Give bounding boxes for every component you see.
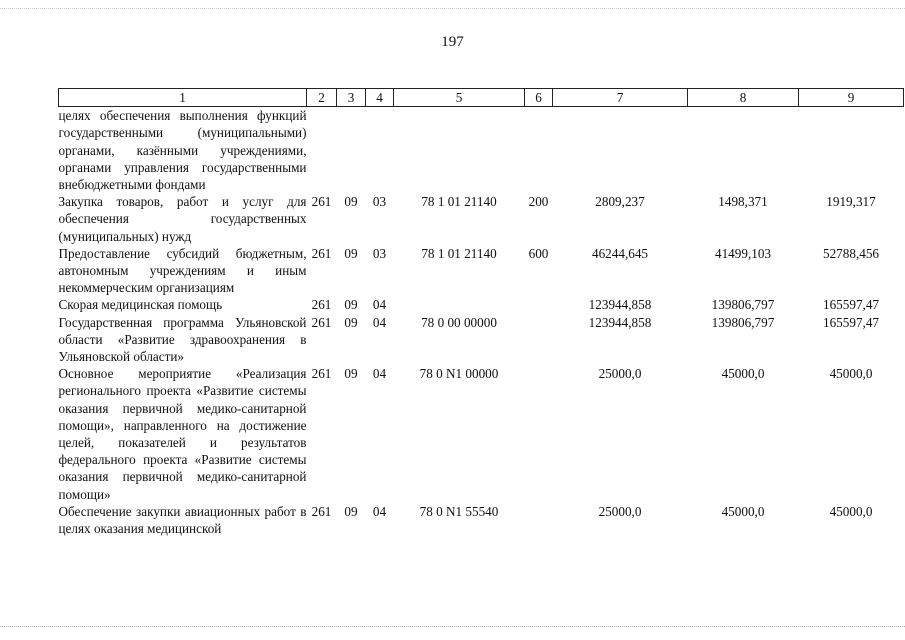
cell-expense-type: 200 bbox=[528, 194, 549, 210]
table-row bbox=[59, 314, 904, 366]
cell-ministry: 261 bbox=[311, 194, 332, 210]
cell-ministry: 261 bbox=[311, 245, 332, 261]
cell-amount-8: 45000,0 bbox=[721, 366, 765, 382]
cell-target-article bbox=[394, 296, 525, 313]
row-description: Основное мероприятие «Реализация регионального проекта «Развитие системы оказания первичной медико-санитарной помощи», направленного на достижение целей, показателей и результатов федерального проекта «Развитие системы оказания первичной медико-санитарной помощи» bbox=[58, 366, 307, 502]
cell-amount-9 bbox=[799, 107, 904, 194]
cell-expense-type bbox=[525, 107, 553, 194]
table-row bbox=[59, 107, 904, 194]
cell-subsection: 03 bbox=[372, 194, 387, 210]
scan-edge-top bbox=[0, 8, 905, 10]
cell-amount-7: 25000,0 bbox=[598, 366, 642, 382]
col-header-9: 9 bbox=[799, 89, 904, 107]
cell-expense-type: 600 bbox=[528, 245, 549, 261]
cell-section: 09 bbox=[344, 503, 358, 519]
cell-amount-7: 123944,858 bbox=[588, 297, 652, 313]
cell-amount-7: 2809,237 bbox=[595, 194, 645, 210]
cell-section: 09 bbox=[344, 366, 358, 382]
row-description: Закупка товаров, работ и услуг для обеспечения государственных (муниципальных) нужд bbox=[58, 194, 307, 244]
cell-amount-9: 165597,47 bbox=[822, 314, 880, 330]
cell-section bbox=[337, 107, 366, 194]
col-header-5: 5 bbox=[394, 89, 525, 107]
row-description: Предоставление субсидий бюджетным, автономным учреждениям и иным некоммерческим организациям bbox=[58, 245, 307, 296]
cell-ministry: 261 bbox=[311, 297, 332, 313]
cell-amount-7: 46244,645 bbox=[591, 245, 649, 261]
cell-expense-type bbox=[525, 365, 553, 503]
cell-ministry: 261 bbox=[311, 314, 332, 330]
table-header bbox=[59, 89, 904, 107]
budget-table bbox=[58, 88, 904, 537]
cell-ministry: 261 bbox=[311, 366, 332, 382]
col-header-4: 4 bbox=[366, 89, 394, 107]
col-header-3: 3 bbox=[337, 89, 366, 107]
table-row bbox=[59, 296, 904, 313]
cell-subsection: 03 bbox=[372, 245, 387, 261]
row-description: Государственная программа Ульяновской области «Развитие здравоохранения в Ульяновской области» bbox=[58, 314, 307, 365]
cell-expense-type bbox=[525, 296, 553, 313]
col-header-1: 1 bbox=[59, 89, 307, 107]
cell-amount-7 bbox=[553, 107, 688, 194]
cell-subsection: 04 bbox=[372, 503, 387, 519]
cell-amount-8: 139806,797 bbox=[711, 297, 775, 313]
cell-expense-type bbox=[525, 503, 553, 537]
cell-subsection bbox=[366, 107, 394, 194]
col-header-6: 6 bbox=[525, 89, 553, 107]
col-header-2: 2 bbox=[307, 89, 337, 107]
header-row bbox=[59, 89, 904, 107]
cell-section: 09 bbox=[344, 245, 358, 261]
table-row bbox=[59, 193, 904, 245]
cell-amount-8: 139806,797 bbox=[711, 314, 775, 330]
cell-amount-7: 25000,0 bbox=[598, 503, 642, 519]
table-row bbox=[59, 245, 904, 297]
cell-section: 09 bbox=[344, 194, 358, 210]
cell-amount-8: 41499,103 bbox=[714, 245, 772, 261]
row-description: Скорая медицинская помощь bbox=[58, 297, 223, 313]
cell-amount-9: 165597,47 bbox=[822, 297, 880, 313]
cell-target-article: 78 0 N1 55540 bbox=[419, 503, 499, 519]
cell-target-article: 78 0 N1 00000 bbox=[419, 366, 499, 382]
cell-section: 09 bbox=[344, 297, 358, 313]
cell-amount-8: 1498,371 bbox=[718, 194, 768, 210]
cell-amount-9: 52788,456 bbox=[822, 245, 880, 261]
cell-amount-8 bbox=[688, 107, 799, 194]
cell-ministry bbox=[307, 107, 337, 194]
cell-subsection: 04 bbox=[372, 297, 387, 313]
col-header-7: 7 bbox=[553, 89, 688, 107]
cell-amount-8: 45000,0 bbox=[721, 503, 765, 519]
cell-amount-9: 45000,0 bbox=[829, 503, 873, 519]
scan-edge-bottom bbox=[0, 626, 905, 629]
cell-target-article bbox=[394, 107, 525, 194]
cell-target-article: 78 1 01 21140 bbox=[421, 194, 497, 210]
row-description: целях обеспечения выполнения функций государственными (муниципальными) органами, казёнными учреждениями, органами управления государственными внебюджетными фондами bbox=[58, 108, 307, 193]
col-header-8: 8 bbox=[688, 89, 799, 107]
table-row bbox=[59, 365, 904, 503]
table-row bbox=[59, 503, 904, 537]
cell-target-article: 78 1 01 21140 bbox=[421, 245, 497, 261]
cell-amount-9: 45000,0 bbox=[829, 366, 873, 382]
page-number: 197 bbox=[441, 34, 464, 50]
table-body bbox=[59, 107, 904, 538]
cell-ministry: 261 bbox=[311, 503, 332, 519]
cell-section: 09 bbox=[344, 314, 358, 330]
cell-amount-9: 1919,317 bbox=[826, 194, 876, 210]
cell-subsection: 04 bbox=[372, 366, 387, 382]
cell-amount-7: 123944,858 bbox=[588, 314, 652, 330]
row-description: Обеспечение закупки авиационных работ в целях оказания медицинской bbox=[58, 503, 307, 537]
cell-expense-type bbox=[525, 314, 553, 366]
cell-target-article: 78 0 00 00000 bbox=[421, 314, 497, 330]
cell-subsection: 04 bbox=[372, 314, 387, 330]
